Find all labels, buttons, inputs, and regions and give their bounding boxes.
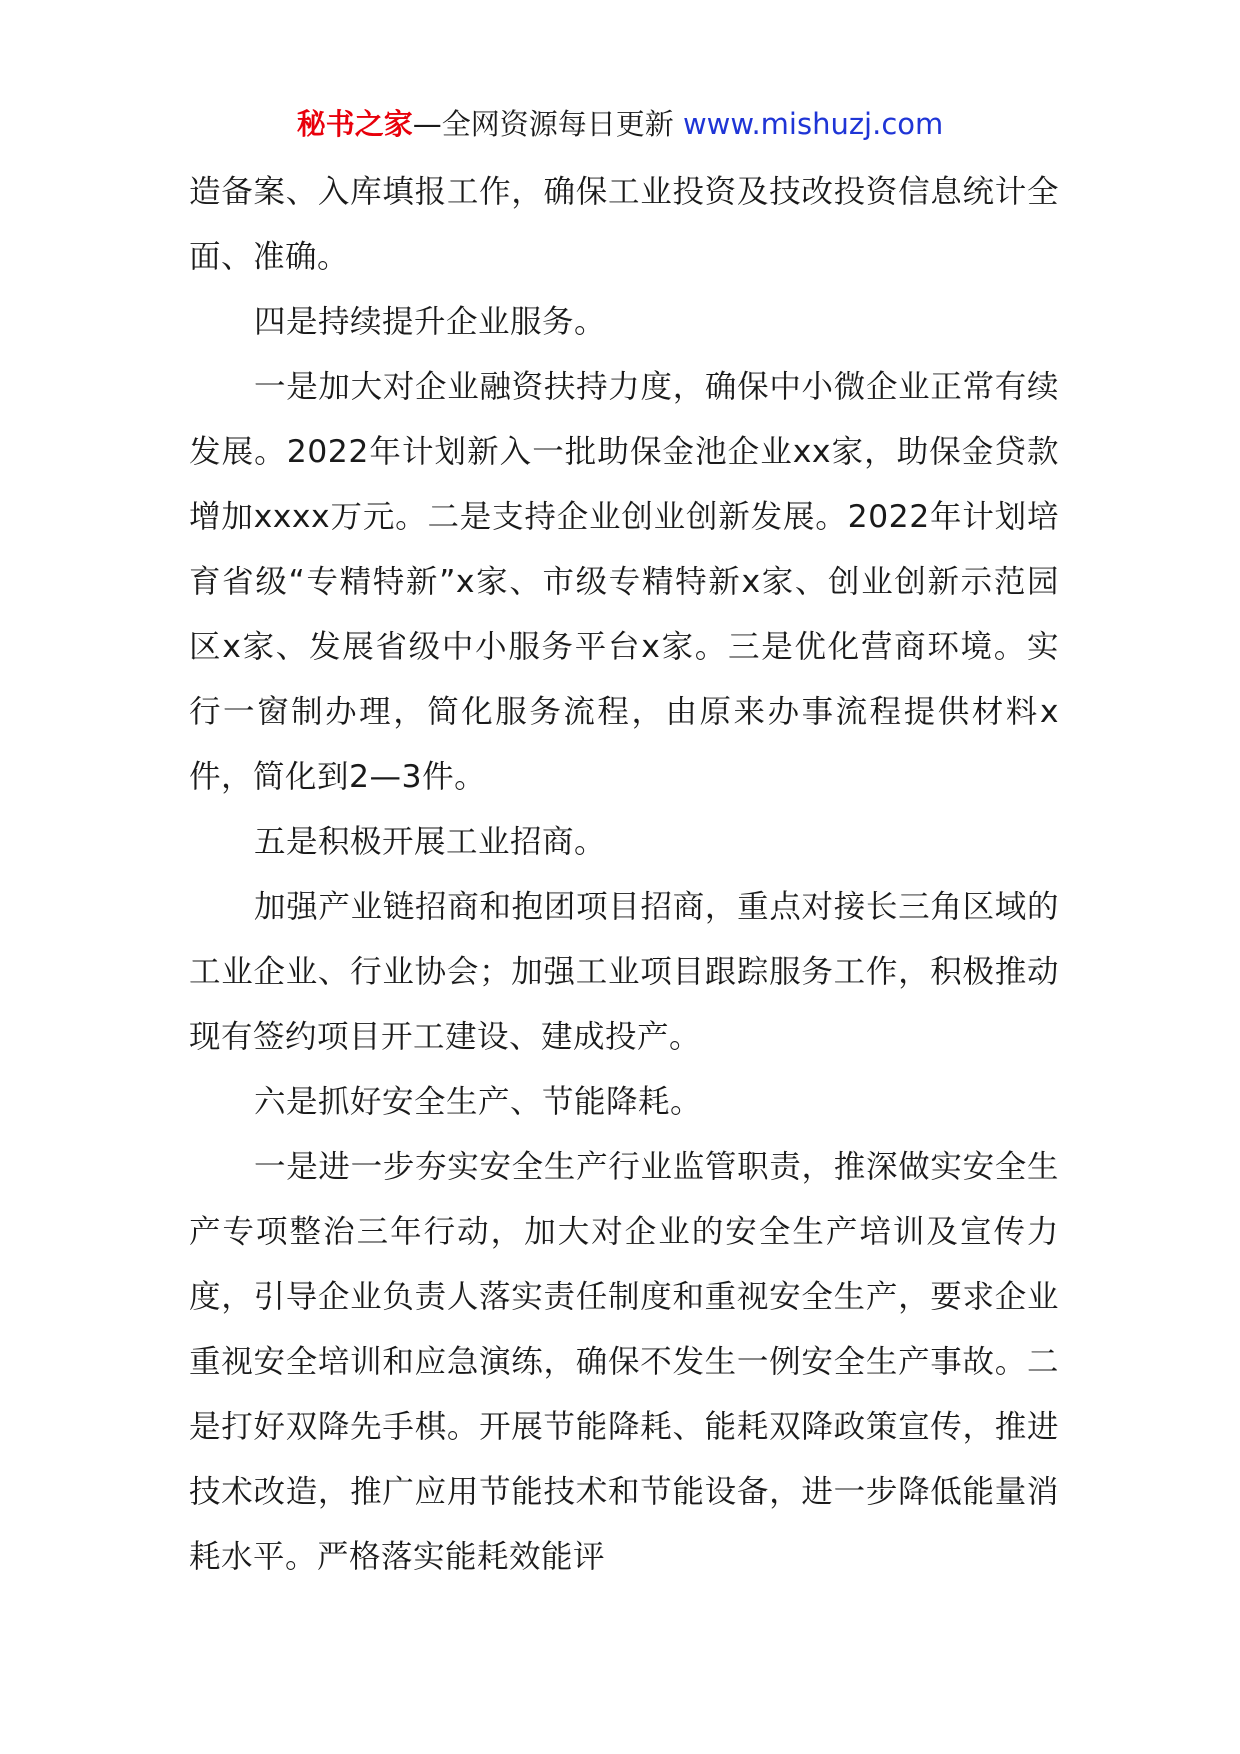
page-header <box>0 104 1240 144</box>
paragraph-enterprise-services: 一是加大对企业融资扶持力度，确保中小微企业正常有续发展。2022年计划新入一批助保金池企业xx家，助保金贷款增加xxxx万元。二是支持企业创业创新发展。2022年计划培育省级“专精特新”x家、市级专精特新x家、创业创新示范园区x家、发展省级中小服务平台x家。三是优化营商环境。实行一窗制办理，简化服务流程，由原来办事流程提供材料x件，简化到2—3件。 <box>189 369 1059 795</box>
document-body <box>189 160 1059 1590</box>
section-heading-4: 四是持续提升企业服务。 <box>254 304 607 340</box>
section-heading-6: 六是抓好安全生产、节能降耗。 <box>254 1084 703 1120</box>
header-tagline: —全网资源每日更新 <box>412 107 674 141</box>
paragraph-safety-energy: 一是进一步夯实安全生产行业监管职责，推深做实安全生产专项整治三年行动，加大对企业的安全生产培训及宣传力度，引导企业负责人落实责任制度和重视安全生产，要求企业重视安全培训和应急演练，确保不发生一例安全生产事故。二是打好双降先手棋。开展节能降耗、能耗双降政策宣传，推进技术改造，推广应用节能技术和节能设备，进一步降低能量消耗水平。严格落实能耗效能评 <box>189 1149 1059 1575</box>
section-heading-5: 五是积极开展工业招商。 <box>254 824 607 860</box>
website-link[interactable]: www.mishuzj.com <box>682 107 944 141</box>
paragraph-investment-promotion: 加强产业链招商和抱团项目招商，重点对接长三角区域的工业企业、行业协会；加强工业项目跟踪服务工作，积极推动现有签约项目开工建设、建成投产。 <box>189 889 1059 1055</box>
brand-name: 秘书之家 <box>296 107 413 141</box>
paragraph-continuation: 造备案、入库填报工作，确保工业投资及技改投资信息统计全面、准确。 <box>189 174 1059 275</box>
